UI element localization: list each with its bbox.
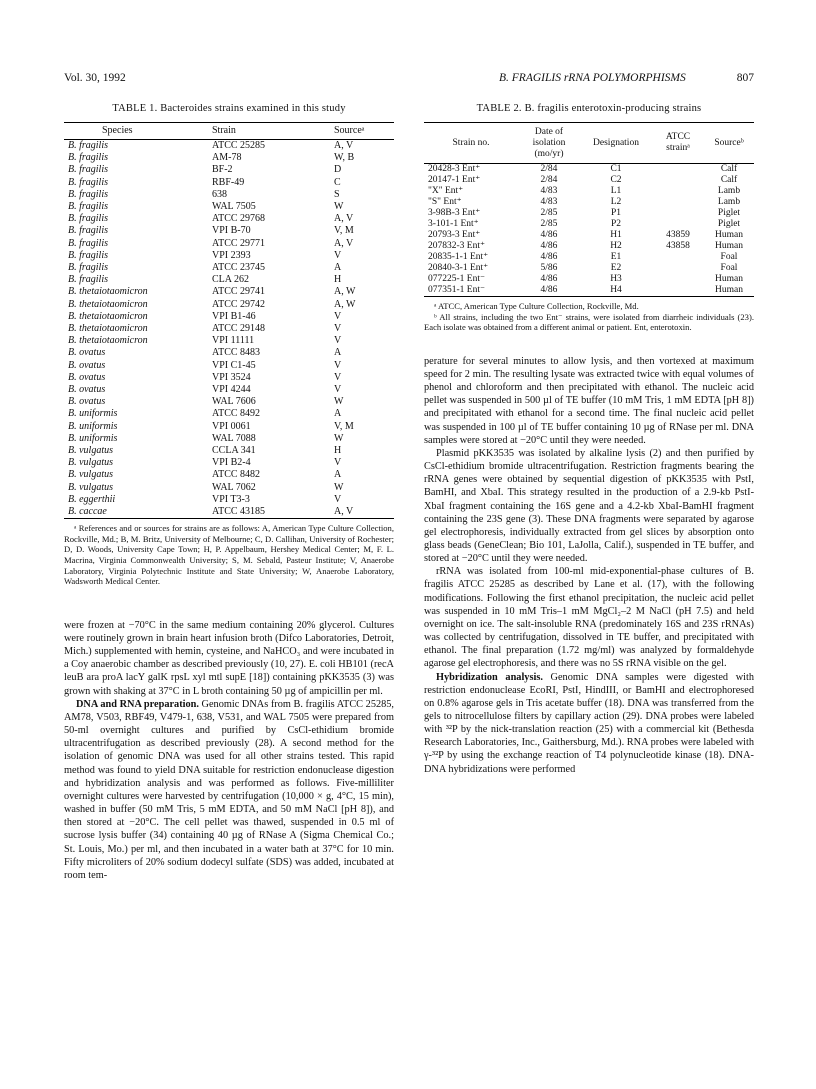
strain-cell: ATCC 43185 [210,506,332,519]
table1-row [64,262,394,274]
table1-row [64,457,394,469]
isolation-date-cell: 5/86 [540,263,558,273]
species-cell: B. fragilis [68,249,109,261]
isolation-date-cell: 4/86 [540,241,558,251]
running-header [64,72,754,88]
table2-footnotes [424,301,754,333]
column-header: Designation [580,123,652,164]
table1-row [64,372,394,384]
source-cell: W [334,201,344,213]
isolation-date-cell: 4/83 [540,197,558,207]
column-header: ATCC strainᵃ [652,123,704,164]
isolation-date-cell: 4/86 [540,274,558,284]
table1-row [64,213,394,225]
isolation-date-cell: 4/86 [540,230,558,240]
column-header: Strain no. [424,123,518,164]
source-cell: C [334,176,341,188]
right-body-text [424,355,754,776]
table1-row [64,152,394,164]
isolation-date-cell: 4/83 [540,186,558,196]
strain-no-cell: 3-98B-3 Ent⁺ [428,208,481,218]
paragraph-text: Genomic DNA samples were digested with restriction endonuclease EcoRI, PstI, HindIII, or BamHI and electrophoresed on 0.8% agarose gels in Tris acetate buffer (18). DNA was transferred from the gels to nitrocellulose filters by capillary action (29). DNA probes were labeled with ³²P by the nick-translation reaction (25) with a commercial kit (Bethesda Research Laboratories, Inc., Gaithersburg, Md.). RNA probes were labeled with γ-³²P by using the exchange reaction of T4 polynucleotide kinase (18). DNA-DNA hybridizations were performed [424,671,754,775]
table1-row [64,164,394,176]
strain-cell: VPI 3524 [212,371,251,383]
source-cell: Foal [720,263,738,273]
strain-no-cell: "S" Ent⁺ [428,197,462,207]
strain-cell: VPI B1-46 [212,310,256,322]
strain-cell: BF-2 [212,164,233,176]
table2-row [424,230,754,241]
species-cell: B. vulgatus [68,481,113,493]
source-cell: V [334,371,342,383]
source-cell: H [334,274,342,286]
table1-row [64,494,394,506]
paragraph: rRNA was isolated from 100-ml mid-exponential-phase cultures of B. fragilis ATCC 25285 as described by Lane et al. (17), with the following modifications. Following the first ethanol precipitation, the nucleic acid pellet was suspended in 10 mM Tris–1 mM MgCl₂–2 M NaCl (pH 7.5) and held overnight on ice. The salt-insoluble RNA (predominately 16S and 23S rRNAs) was collected by centrifugation, dissolved in TE buffer, and precipitated with ethanol. The final preparation (1.72 mg/ml) was analyzed by formaldehyde agarose gel electrophoresis, and there was no 5S rRNA visible on the gel. [424,566,754,670]
source-cell: Foal [720,252,738,262]
source-cell: Human [715,274,743,284]
column-header: Strain [210,123,332,140]
source-cell: W [334,481,344,493]
strain-cell: VPI B2-4 [212,457,251,469]
species-cell: B. thetaiotaomicron [68,298,148,310]
species-cell: B. uniformis [68,432,118,444]
strain-cell: ATCC 23745 [212,262,266,274]
strain-no-cell: 20840-3-1 Ent⁺ [428,263,489,273]
table1 [64,122,394,519]
table1-header-row [64,123,394,140]
atcc-strain-cell [652,285,704,297]
species-cell: B. vulgatus [68,457,113,469]
strain-cell: ATCC 29741 [212,286,266,298]
strain-cell: WAL 7088 [212,432,256,444]
table1-row [64,384,394,396]
species-cell: B. thetaiotaomicron [68,323,148,335]
journal-volume: Vol. 30, 1992 [64,72,126,84]
table2-caption: TABLE 2. B. fragilis enterotoxin-producing strains [476,103,702,114]
source-cell: Calf [720,175,738,185]
table2-row [424,274,754,285]
table2-row [424,175,754,186]
strain-no-cell: "X" Ent⁺ [428,186,464,196]
designation-cell: E2 [610,263,622,273]
table2-row [424,197,754,208]
atcc-strain-cell [652,197,704,208]
table1-row [64,238,394,250]
source-cell: A [334,408,342,420]
atcc-strain-cell [652,219,704,230]
right-column [424,103,754,776]
table1-row [64,274,394,286]
table2-row [424,219,754,230]
table1-row [64,347,394,359]
table2-row [424,164,754,176]
strain-no-cell: 20428-3 Ent⁺ [428,164,481,174]
table1-footnote: ᵃ References and or sources for strains are as follows: A, American Type Culture Collection, Rockville, Md.; B, M. Britz, University of Melbourne; C, D. Callihan, University of Rochester; D, D. Woods, University Cape Town; H, P. Appelbaum, Hershey Medical Center; M, F. L. Macrina, Virginia Commonwealth University; S, M. Sebald, Pasteur Institute; V, Anaerobe Laboratory, Virginia Polytechnic Institute and State University; W, Anaerobe Laboratory, Wadsworth Medical Center. [64,523,394,587]
strain-no-cell: 20835-1-1 Ent⁺ [428,252,489,262]
table1-row [64,396,394,408]
species-cell: B. fragilis [68,225,109,237]
species-cell: B. fragilis [68,274,109,286]
atcc-strain-cell [652,175,704,186]
species-cell: B. thetaiotaomicron [68,310,148,322]
source-cell: Piglet [717,219,741,229]
source-cell: Human [715,241,743,251]
table1-row [64,189,394,201]
source-cell: Calf [720,164,738,174]
species-cell: B. fragilis [68,188,109,200]
designation-cell: L2 [610,197,622,207]
isolation-date-cell: 2/85 [540,208,558,218]
designation-cell: C2 [610,175,622,185]
strain-cell: 638 [212,188,227,200]
species-cell: B. uniformis [68,408,118,420]
source-cell: V [334,249,342,261]
strain-cell: WAL 7062 [212,481,256,493]
strain-cell: ATCC 29742 [212,298,266,310]
table1-row [64,323,394,335]
table1-row [64,201,394,213]
atcc-strain-cell: 43859 [666,230,690,240]
table2-row [424,241,754,252]
source-cell: Human [715,230,743,240]
strain-cell: WAL 7505 [212,201,256,213]
source-cell: W, B [334,152,355,164]
table2-row [424,263,754,274]
designation-cell: H2 [610,241,622,251]
isolation-date-cell: 2/85 [540,219,558,229]
table2-row [424,208,754,219]
table2-header-row [424,123,754,164]
species-cell: B. fragilis [68,213,109,225]
paragraph: were frozen at −70°C in the same medium containing 20% glycerol. Cultures were routinely grown in brain heart infusion broth (Difco Laboratories, Detroit, Mich.) supplemented with hemin, cysteine, and NaHCO₃ and were incubated in a Coy anaerobic chamber as described previously (10, 27). E. coli HB101 (recA leuB ara proA lacY galK rpsL xyl mtl supE [18]) containing pKK3535 (3) was grown with shaking at 37°C in L broth containing 50 µg of ampicillin per ml. [64,619,394,697]
table1-row [64,421,394,433]
paragraph-text: Genomic DNAs from B. fragilis ATCC 25285, AM78, V503, RBF49, V479-1, 638, V531, and WAL 7505 were prepared from 50-ml overnight cultures and purified by CsCl-ethidium bromide ultracentrifugation as described previously (28). A second method for the isolation of genomic DNA was used for all other strains tested. This rapid method was found to yield DNA suitable for restriction endonuclease digestion and hybridization analysis and was performed as follows. Five-milliliter overnight cultures were harvested by centrifugation (10,000 × g, 4°C, 15 min), washed in buffer (50 mM Tris, 5 mM EDTA, and 50 mM NaCl [pH 8]), and then stored at −20°C. The cell pellet was thawed, suspended in 0.5 ml of sucrose lysis buffer (34) containing 40 µg of RNase A (Sigma Chemical Co.; St. Louis, Mo.) per ml, and then incubated in a water bath at 37°C for 10 min. Fifty microliters of 20% sodium dodecyl sulfate (SDS) was added, incubated at room tem- [64,698,394,881]
table1-row [64,177,394,189]
source-cell: A [334,347,342,359]
table1-caption: TABLE 1. Bacteroides strains examined in this study [112,103,346,114]
column-header: Date of isolation (mo/yr) [518,123,580,164]
source-cell: Piglet [717,208,741,218]
species-cell: B. fragilis [68,152,109,164]
table1-row [64,445,394,457]
species-cell: B. uniformis [68,420,118,432]
strain-cell: VPI 2393 [212,249,251,261]
strain-no-cell: 207832-3 Ent⁺ [428,241,485,251]
source-cell: Human [704,285,754,297]
section-heading: DNA and RNA preparation. [76,698,199,710]
page-number: 807 [736,72,754,84]
strain-cell: ATCC 29768 [212,213,266,225]
table1-row [64,311,394,323]
atcc-strain-cell [652,208,704,219]
source-cell: A, V [334,213,354,225]
section-heading: Hybridization analysis. [436,671,543,683]
species-cell: B. ovatus [68,347,106,359]
table1-row [64,140,394,153]
source-cell: A [334,262,342,274]
running-title: B. FRAGILIS rRNA POLYMORPHISMS [499,72,686,84]
species-cell: B. fragilis [68,201,109,213]
strain-cell: VPI 0061 [212,420,251,432]
designation-cell: L1 [610,186,622,196]
source-cell: W [334,396,344,408]
designation-cell: E1 [610,252,622,262]
source-cell: H [334,445,342,457]
species-cell: B. ovatus [68,371,106,383]
atcc-strain-cell: 43858 [666,241,690,251]
strain-no-cell: 20147-1 Ent⁺ [428,175,481,185]
source-cell: A, V [334,140,354,151]
strain-cell: ATCC 8482 [212,469,261,481]
left-body-text [64,619,394,882]
species-cell: B. fragilis [68,237,109,249]
table1-row [64,335,394,347]
source-cell: A, W [334,298,356,310]
table1-row [64,225,394,237]
species-cell: B. caccae [64,506,210,519]
species-cell: B. fragilis [68,140,109,151]
table1-row [64,433,394,445]
source-cell: Lamb [717,186,741,196]
source-cell: V [334,323,342,335]
table1-row [64,408,394,420]
table1-row [64,506,394,519]
strain-cell: ATCC 25285 [212,140,266,151]
species-cell: B. ovatus [68,359,106,371]
table1-row [64,469,394,481]
source-cell: V, M [334,420,354,432]
footnote: ᵃ ATCC, American Type Culture Collection, Rockville, Md. [434,301,639,311]
species-cell: B. vulgatus [68,445,113,457]
atcc-strain-cell [652,274,704,285]
source-cell: S [334,188,340,200]
source-cell: Lamb [717,197,741,207]
paragraph: perature for several minutes to allow lysis, and then vortexed at maximum speed for 2 min. The resulting lysate was extracted twice with equal volumes of phenol and chloroform and then precipitated with ethanol. The nucleic acid pellet was suspended in 500 µl of TE buffer (10 mM Tris, 1 mM EDTA [pH 8]) and precipitated with ethanol for a second time. The final nucleic acid pellet was suspended in 100 µl of TE buffer containing 10 µg of RNase per ml. DNA samples were stored at −20°C until they were needed. [424,355,754,446]
source-cell: V [334,359,342,371]
designation-cell: H4 [580,285,652,297]
designation-cell: P2 [610,219,622,229]
atcc-strain-cell [652,252,704,263]
atcc-strain-cell [652,186,704,197]
designation-cell: H1 [610,230,622,240]
paragraph: Plasmid pKK3535 was isolated by alkaline lysis (2) and then purified by CsCl-ethidium bromide ultracentrifugation. Restriction fragments bearing the rRNA genes were obtained by sequential digestion of pKK3535 with PstI, BamHI, and XbaI. This strategy resulted in the production of a 2.9-kb PstI-XbaI fragment containing the 16S gene and a 4.2-kb XbaI-BamHI fragment containing the 23S gene (3). These DNA fragments were separated by agarose gel electrophoresis, individually extracted from gel slices by absorption onto glass beads (GeneClean; Bio 101, LaJolla, Calif.), suspended in TE buffer, and stored at −20°C until they were needed. [424,447,754,565]
source-cell: V [334,310,342,322]
designation-cell: C1 [610,164,622,174]
species-cell: B. vulgatus [68,469,113,481]
designation-cell: P1 [610,208,622,218]
strain-cell: VPI B-70 [212,225,251,237]
atcc-strain-cell [652,164,704,176]
table1-row [64,286,394,298]
atcc-strain-cell [652,263,704,274]
strain-cell: ATCC 8492 [212,408,261,420]
strain-cell: ATCC 8483 [212,347,261,359]
table1-row [64,482,394,494]
table2-row [424,285,754,297]
strain-cell: CLA 262 [212,274,249,286]
table2-row [424,252,754,263]
paragraph [64,698,394,882]
strain-cell: WAL 7606 [212,396,256,408]
strain-no-cell: 077225-1 Ent⁻ [428,274,485,284]
source-cell: W [334,432,344,444]
species-cell: B. fragilis [68,262,109,274]
strain-cell: VPI 4244 [212,384,251,396]
isolation-date-cell: 2/84 [540,164,558,174]
table2-row [424,186,754,197]
table2 [424,122,754,297]
isolation-date-cell: 4/86 [540,252,558,262]
column-header: Sourceᵇ [704,123,754,164]
source-cell: D [334,164,342,176]
strain-cell: ATCC 29148 [212,323,266,335]
table1-row [64,360,394,372]
strain-no-cell: 3-101-1 Ent⁺ [428,219,479,229]
table1-row [64,250,394,262]
footnote: ᵇ All strains, including the two Ent⁻ strains, were isolated from diarrheic individuals (23). Each isolate was obtained from a different animal or patient. Ent, enterotoxin. [424,311,754,333]
strain-cell: RBF-49 [212,176,245,188]
source-cell: V [334,335,342,347]
species-cell: B. thetaiotaomicron [68,335,148,347]
table1-row [64,299,394,311]
column-header: Sourceᵃ [332,123,394,140]
strain-no-cell: 077351-1 Ent⁻ [424,285,518,297]
paragraph [424,671,754,776]
strain-cell: VPI 11111 [212,335,255,347]
isolation-date-cell: 2/84 [540,175,558,185]
source-cell: V [334,384,342,396]
isolation-date-cell: 4/86 [518,285,580,297]
source-cell: V [334,493,342,505]
species-cell: B. thetaiotaomicron [68,286,148,298]
left-column [64,103,394,882]
strain-cell: ATCC 29771 [212,237,266,249]
species-cell: B. eggerthii [68,493,116,505]
strain-cell: CCLA 341 [212,445,256,457]
strain-cell: VPI T3-3 [212,493,250,505]
column-header: Species [64,123,210,140]
source-cell: V [334,457,342,469]
strain-no-cell: 20793-3 Ent⁺ [428,230,481,240]
strain-cell: VPI C1-45 [212,359,256,371]
species-cell: B. fragilis [68,176,109,188]
source-cell: A, W [334,286,356,298]
species-cell: B. fragilis [68,164,109,176]
species-cell: B. ovatus [68,384,106,396]
species-cell: B. ovatus [68,396,106,408]
source-cell: A, V [332,506,394,519]
source-cell: A, V [334,237,354,249]
strain-cell: AM-78 [212,152,242,164]
source-cell: A [334,469,342,481]
designation-cell: H3 [610,274,622,284]
source-cell: V, M [334,225,354,237]
